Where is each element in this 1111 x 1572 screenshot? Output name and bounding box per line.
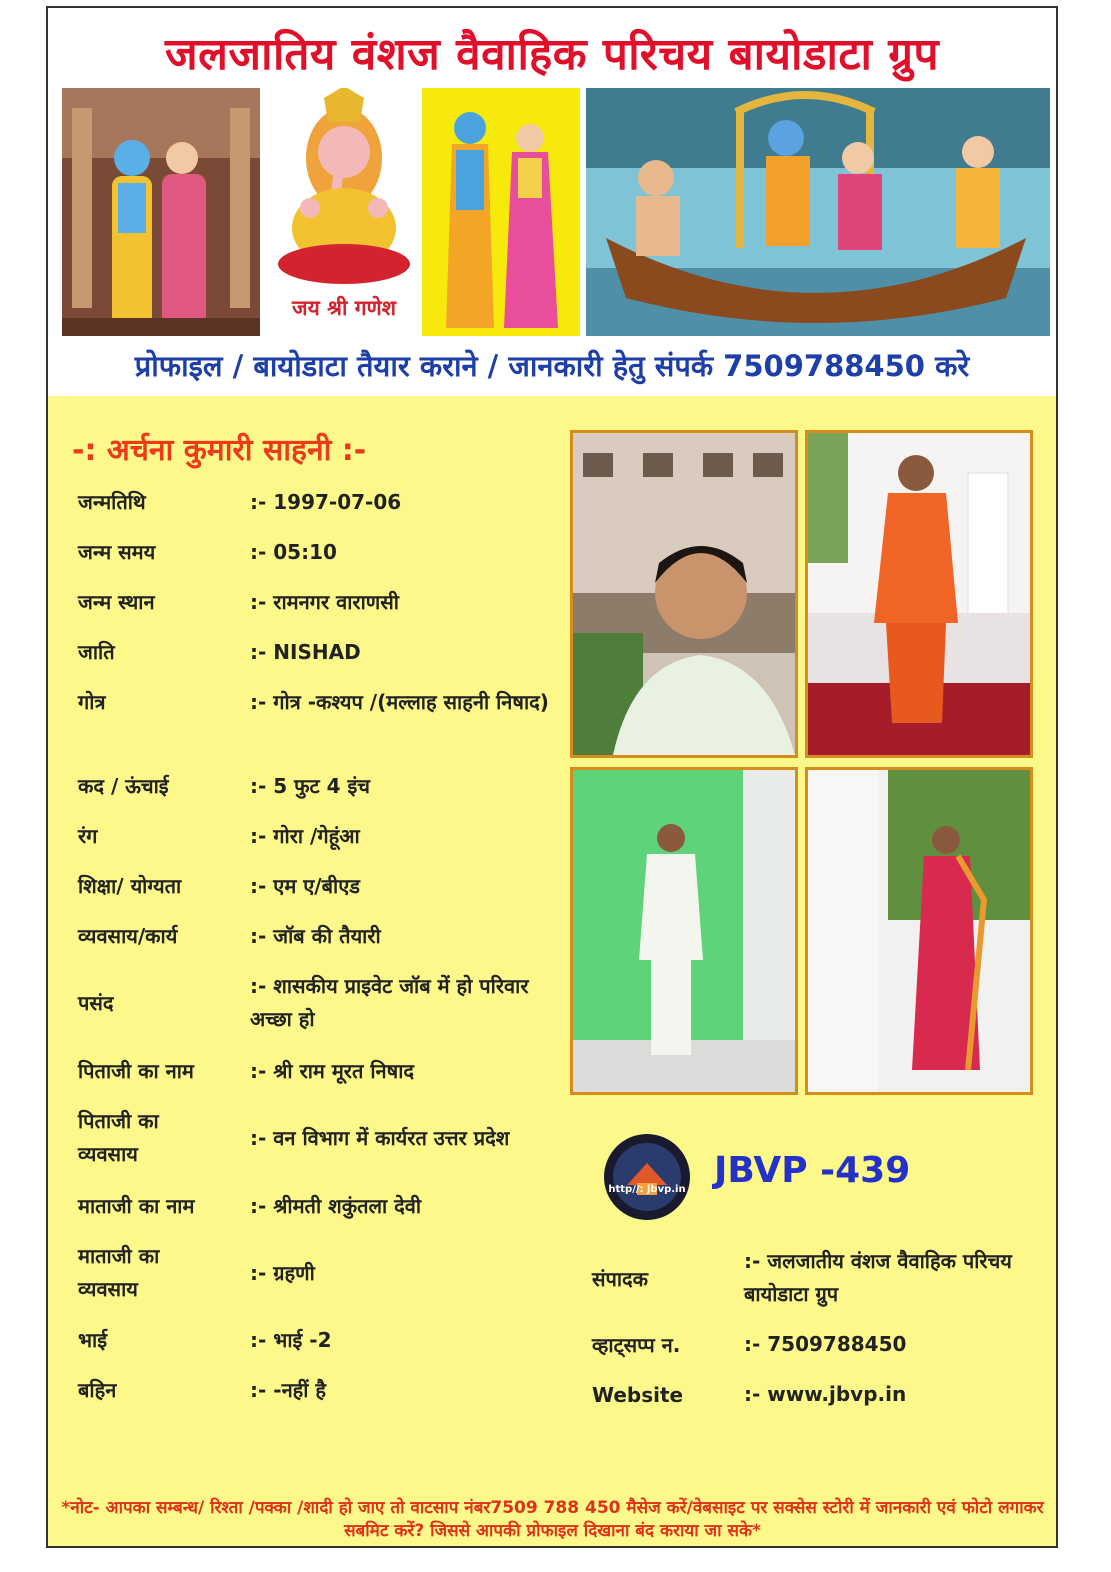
detail-label: बहिन xyxy=(78,1378,117,1402)
detail-row xyxy=(78,536,568,569)
editor-label: संपादक xyxy=(592,1266,649,1291)
detail-value: :- 5 फुट 4 इंच xyxy=(250,774,371,798)
ram-sita-yellow-image xyxy=(422,88,580,336)
detail-value: :- श्रीमती शकुंतला देवी xyxy=(250,1194,422,1218)
contact-banner: प्रोफाइल / बायोडाटा तैयार कराने / जानकारी हेतु संपर्क 7509788450 करे xyxy=(134,349,970,383)
detail-row xyxy=(78,1374,568,1407)
detail-label: शिक्षा/ योग्यता xyxy=(78,874,182,898)
logo-url-text: http//: jbvp.in xyxy=(608,1184,686,1195)
profile-code: JBVP -439 xyxy=(714,1150,911,1191)
detail-label: पसंद xyxy=(78,990,114,1015)
detail-label: माताजी का नाम xyxy=(78,1194,195,1218)
jbvp-logo xyxy=(603,1133,691,1221)
detail-value: :- 1997-07-06 xyxy=(250,490,402,514)
detail-label: कद / ऊंचाई xyxy=(78,774,169,798)
detail-value: :- वन विभाग में कार्यरत उत्तर प्रदेश xyxy=(250,1125,510,1150)
header-banner xyxy=(46,6,1058,396)
boat-scene-image xyxy=(586,88,1050,336)
detail-row xyxy=(78,1240,568,1306)
website-link[interactable]: :- www.jbvp.in xyxy=(744,1382,907,1406)
detail-label: माताजी का व्यवसाय xyxy=(78,1244,160,1301)
detail-label: पिताजी का नाम xyxy=(78,1059,194,1083)
detail-label: भाई xyxy=(78,1328,108,1352)
detail-label: जाति xyxy=(78,640,115,664)
detail-value: :- ग्रहणी xyxy=(250,1260,315,1285)
detail-row xyxy=(78,1324,568,1357)
detail-row xyxy=(78,686,568,719)
detail-value: :- रामनगर वाराणसी xyxy=(250,590,399,614)
ganesh-image xyxy=(270,88,418,336)
detail-value: :- गोत्र -कश्यप /(मल्लाह साहनी निषाद) xyxy=(250,690,549,714)
detail-row xyxy=(78,920,568,953)
profile-photo-3 xyxy=(570,767,798,1095)
detail-row xyxy=(78,970,568,1036)
detail-label: व्यवसाय/कार्य xyxy=(78,924,178,948)
profile-photo-4 xyxy=(805,767,1033,1095)
whatsapp-label: व्हाट्सप्प न. xyxy=(592,1333,681,1357)
profile-photo-1 xyxy=(570,430,798,758)
detail-value: :- 05:10 xyxy=(250,540,337,564)
detail-value: :- NISHAD xyxy=(250,640,361,664)
detail-value: :- जॉब की तैयारी xyxy=(250,924,381,948)
group-title: जलजातिय वंशज वैवाहिक परिचय बायोडाटा ग्रुप xyxy=(164,29,940,80)
detail-value: :- -नहीं है xyxy=(250,1378,327,1402)
detail-row xyxy=(78,1055,568,1088)
detail-label: पिताजी का व्यवसाय xyxy=(78,1109,159,1166)
detail-value: :- श्री राम मूरत निषाद xyxy=(250,1059,414,1083)
profile-name: -: अर्चना कुमारी साहनी :- xyxy=(72,433,367,468)
detail-row xyxy=(78,636,568,669)
detail-row xyxy=(78,820,568,853)
detail-row xyxy=(78,870,568,903)
detail-row xyxy=(78,1190,568,1223)
editor-value: :- जलजातीय वंशज वैवाहिक परिचय बायोडाटा ग्रुप xyxy=(744,1249,1012,1306)
detail-row xyxy=(78,486,568,519)
detail-value: :- गोरा /गेहूंआ xyxy=(250,824,360,848)
detail-row xyxy=(78,1105,568,1171)
detail-label: गोत्र xyxy=(78,690,106,714)
detail-value: :- एम ए/बीएड xyxy=(250,874,360,898)
footer-note: *नोट- आपका सम्बन्ध/ रिश्ता /पक्का /शादी हो जाए तो वाटसाप नंबर7509 788 450 मैसेज करें/वेबसाइट पर सक्सेस स्टोरी में जानकारी एवं फोटो लगाकर सबमिट करें? जिससे आपकी प्रोफाइल दिखाना बंद कराया जा सके* xyxy=(61,1498,1044,1541)
detail-row xyxy=(78,586,568,619)
detail-label: जन्म समय xyxy=(78,540,156,564)
detail-value: :- भाई -2 xyxy=(250,1328,332,1352)
ganesh-caption: जय श्री गणेश xyxy=(292,296,396,320)
website-row xyxy=(592,1378,1022,1411)
ram-sita-wedding-image xyxy=(62,88,260,336)
website-label: Website xyxy=(592,1382,684,1407)
detail-value: :- शासकीय प्राइवेट जॉब में हो परिवार अच्छा हो xyxy=(250,974,529,1031)
whatsapp-row xyxy=(592,1328,1022,1361)
detail-label: जन्म स्थान xyxy=(78,590,155,614)
whatsapp-value[interactable]: :- 7509788450 xyxy=(744,1332,907,1356)
editor-row xyxy=(592,1245,1022,1311)
detail-label: जन्मतिथि xyxy=(78,490,146,514)
profile-photo-2 xyxy=(805,430,1033,758)
detail-label: रंग xyxy=(78,824,98,848)
detail-row xyxy=(78,770,568,803)
